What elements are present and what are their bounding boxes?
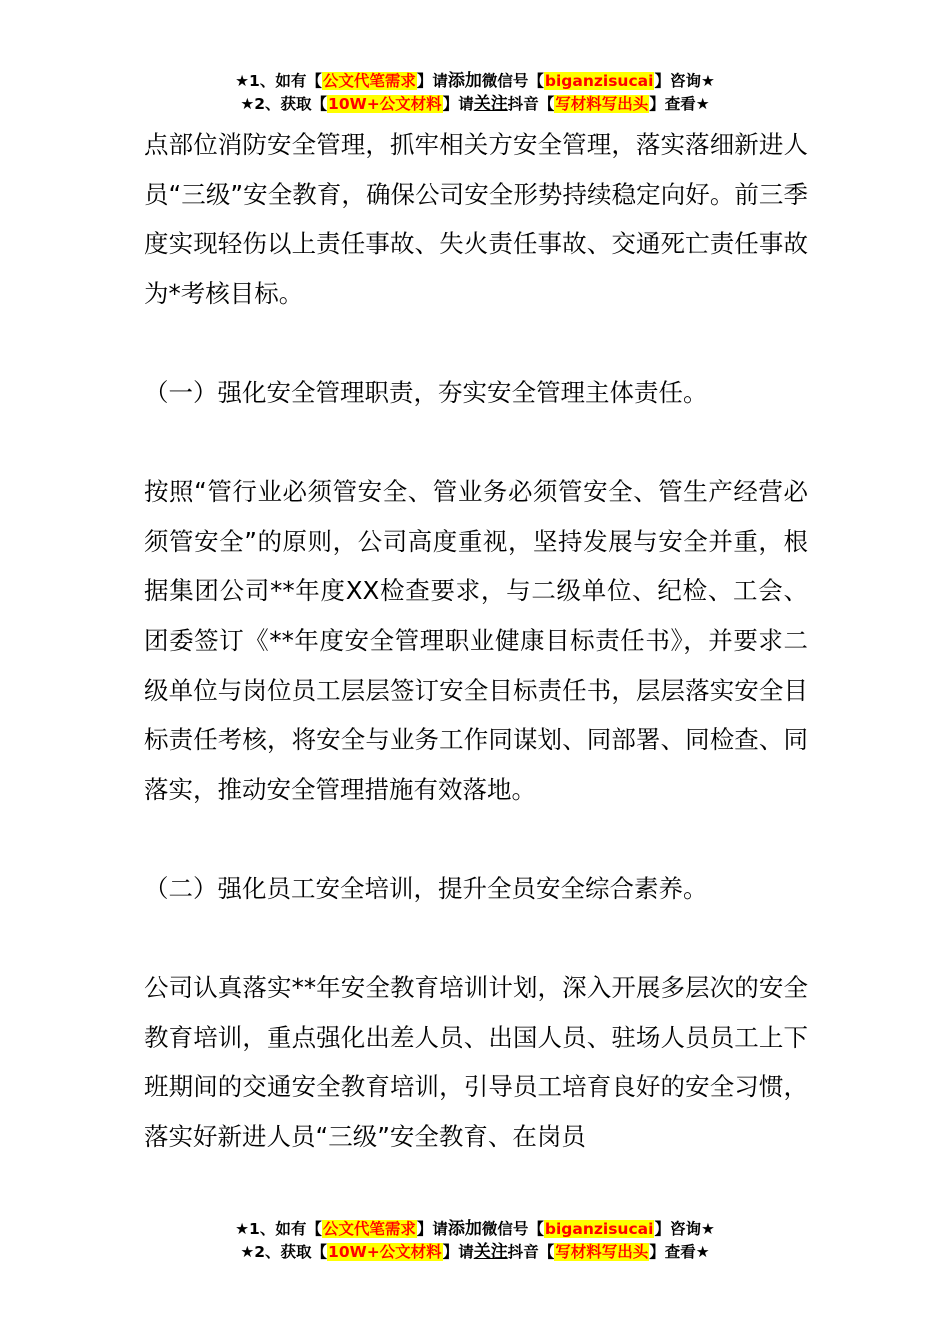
star-icon: ★ [695,1243,710,1261]
promo-text: 1、如有【 [249,1220,322,1238]
star-icon: ★ [700,72,715,90]
promo-wechat-id: biganzisucai [544,1220,654,1238]
star-icon: ★ [700,1220,715,1238]
promo-emphasis: 添加 [447,1219,482,1239]
star-icon: ★ [235,72,250,90]
promo-highlight: 公文代笔需求 [322,1220,416,1238]
section-heading-1: （一）强化安全管理职责，夯实安全管理主体责任。 [144,377,708,407]
promo-highlight: 10W+公文材料 [328,1243,442,1261]
promo-douyin-id: 写材料写出头 [555,1243,649,1261]
document-body [144,120,808,1161]
paragraph-spacer [144,914,808,964]
paragraph-1: 按照“管行业必须管安全、管业务必须管安全、管生产经营必须管安全”的原则，公司高度重视，坚持发展与安全并重，根据集团公司**年度XX检查要求，与二级单位、纪检、工会、团委签订《**年度安全管理职业健康目标责任书》，并要求二级单位与岗位员工层层签订安全目标责任书，层层落实安全目标责任考核，将安全与业务工作同谋划、同部署、同检查、同落实，推动安全管理措施有效落地。 [144,477,808,804]
promo-text: 抖音【 [507,95,555,113]
promo-text: 1、如有【 [249,72,322,90]
promo-text: 】咨询 [654,72,701,90]
paragraph-spacer [144,418,808,468]
promo-line-1 [0,1218,950,1241]
star-icon: ★ [695,95,710,113]
star-icon: ★ [235,1220,250,1238]
paragraph-2: 公司认真落实**年安全教育培训计划，深入开展多层次的安全教育培训，重点强化出差人员、出国人员、驻场人员员工上下班期间的交通安全教育培训，引导员工培育良好的安全习惯，落实好新进人员“三级”安全教育、在岗员 [144,973,808,1151]
promo-text: 】查看 [649,95,696,113]
promo-emphasis: 关注 [473,1242,508,1262]
promo-banner-bottom [0,1218,950,1264]
promo-text: 2、获取【 [254,95,328,113]
promo-text: 】请 [442,95,474,113]
paragraph-spacer [144,318,808,368]
promo-emphasis: 关注 [473,94,508,114]
promo-text: 2、获取【 [254,1243,328,1261]
promo-highlight: 10W+公文材料 [328,95,442,113]
paragraph-spacer [144,814,808,864]
promo-highlight: 公文代笔需求 [322,72,416,90]
promo-douyin-id: 写材料写出头 [555,95,649,113]
promo-text: 微信号【 [481,1220,544,1238]
promo-emphasis: 添加 [447,71,482,91]
paragraph-intro: 点部位消防安全管理，抓牢相关方安全管理，落实落细新进人员“三级”安全教育，确保公司安全形势持续稳定向好。前三季度实现轻伤以上责任事故、失火责任事故、交通死亡责任事故为*考核目标。 [144,130,808,308]
star-icon: ★ [240,1243,255,1261]
promo-text: 微信号【 [481,72,544,90]
star-icon: ★ [240,95,255,113]
promo-text: 】请 [416,1220,448,1238]
promo-wechat-id: biganzisucai [544,72,654,90]
promo-text: 】请 [442,1243,474,1261]
promo-banner-top [0,70,950,116]
promo-line-2 [0,93,950,116]
promo-text: 抖音【 [507,1243,555,1261]
promo-text: 】查看 [649,1243,696,1261]
promo-line-2 [0,1241,950,1264]
promo-text: 】请 [416,72,448,90]
promo-line-1 [0,70,950,93]
section-heading-2: （二）强化员工安全培训，提升全员安全综合素养。 [144,873,708,903]
promo-text: 】咨询 [654,1220,701,1238]
